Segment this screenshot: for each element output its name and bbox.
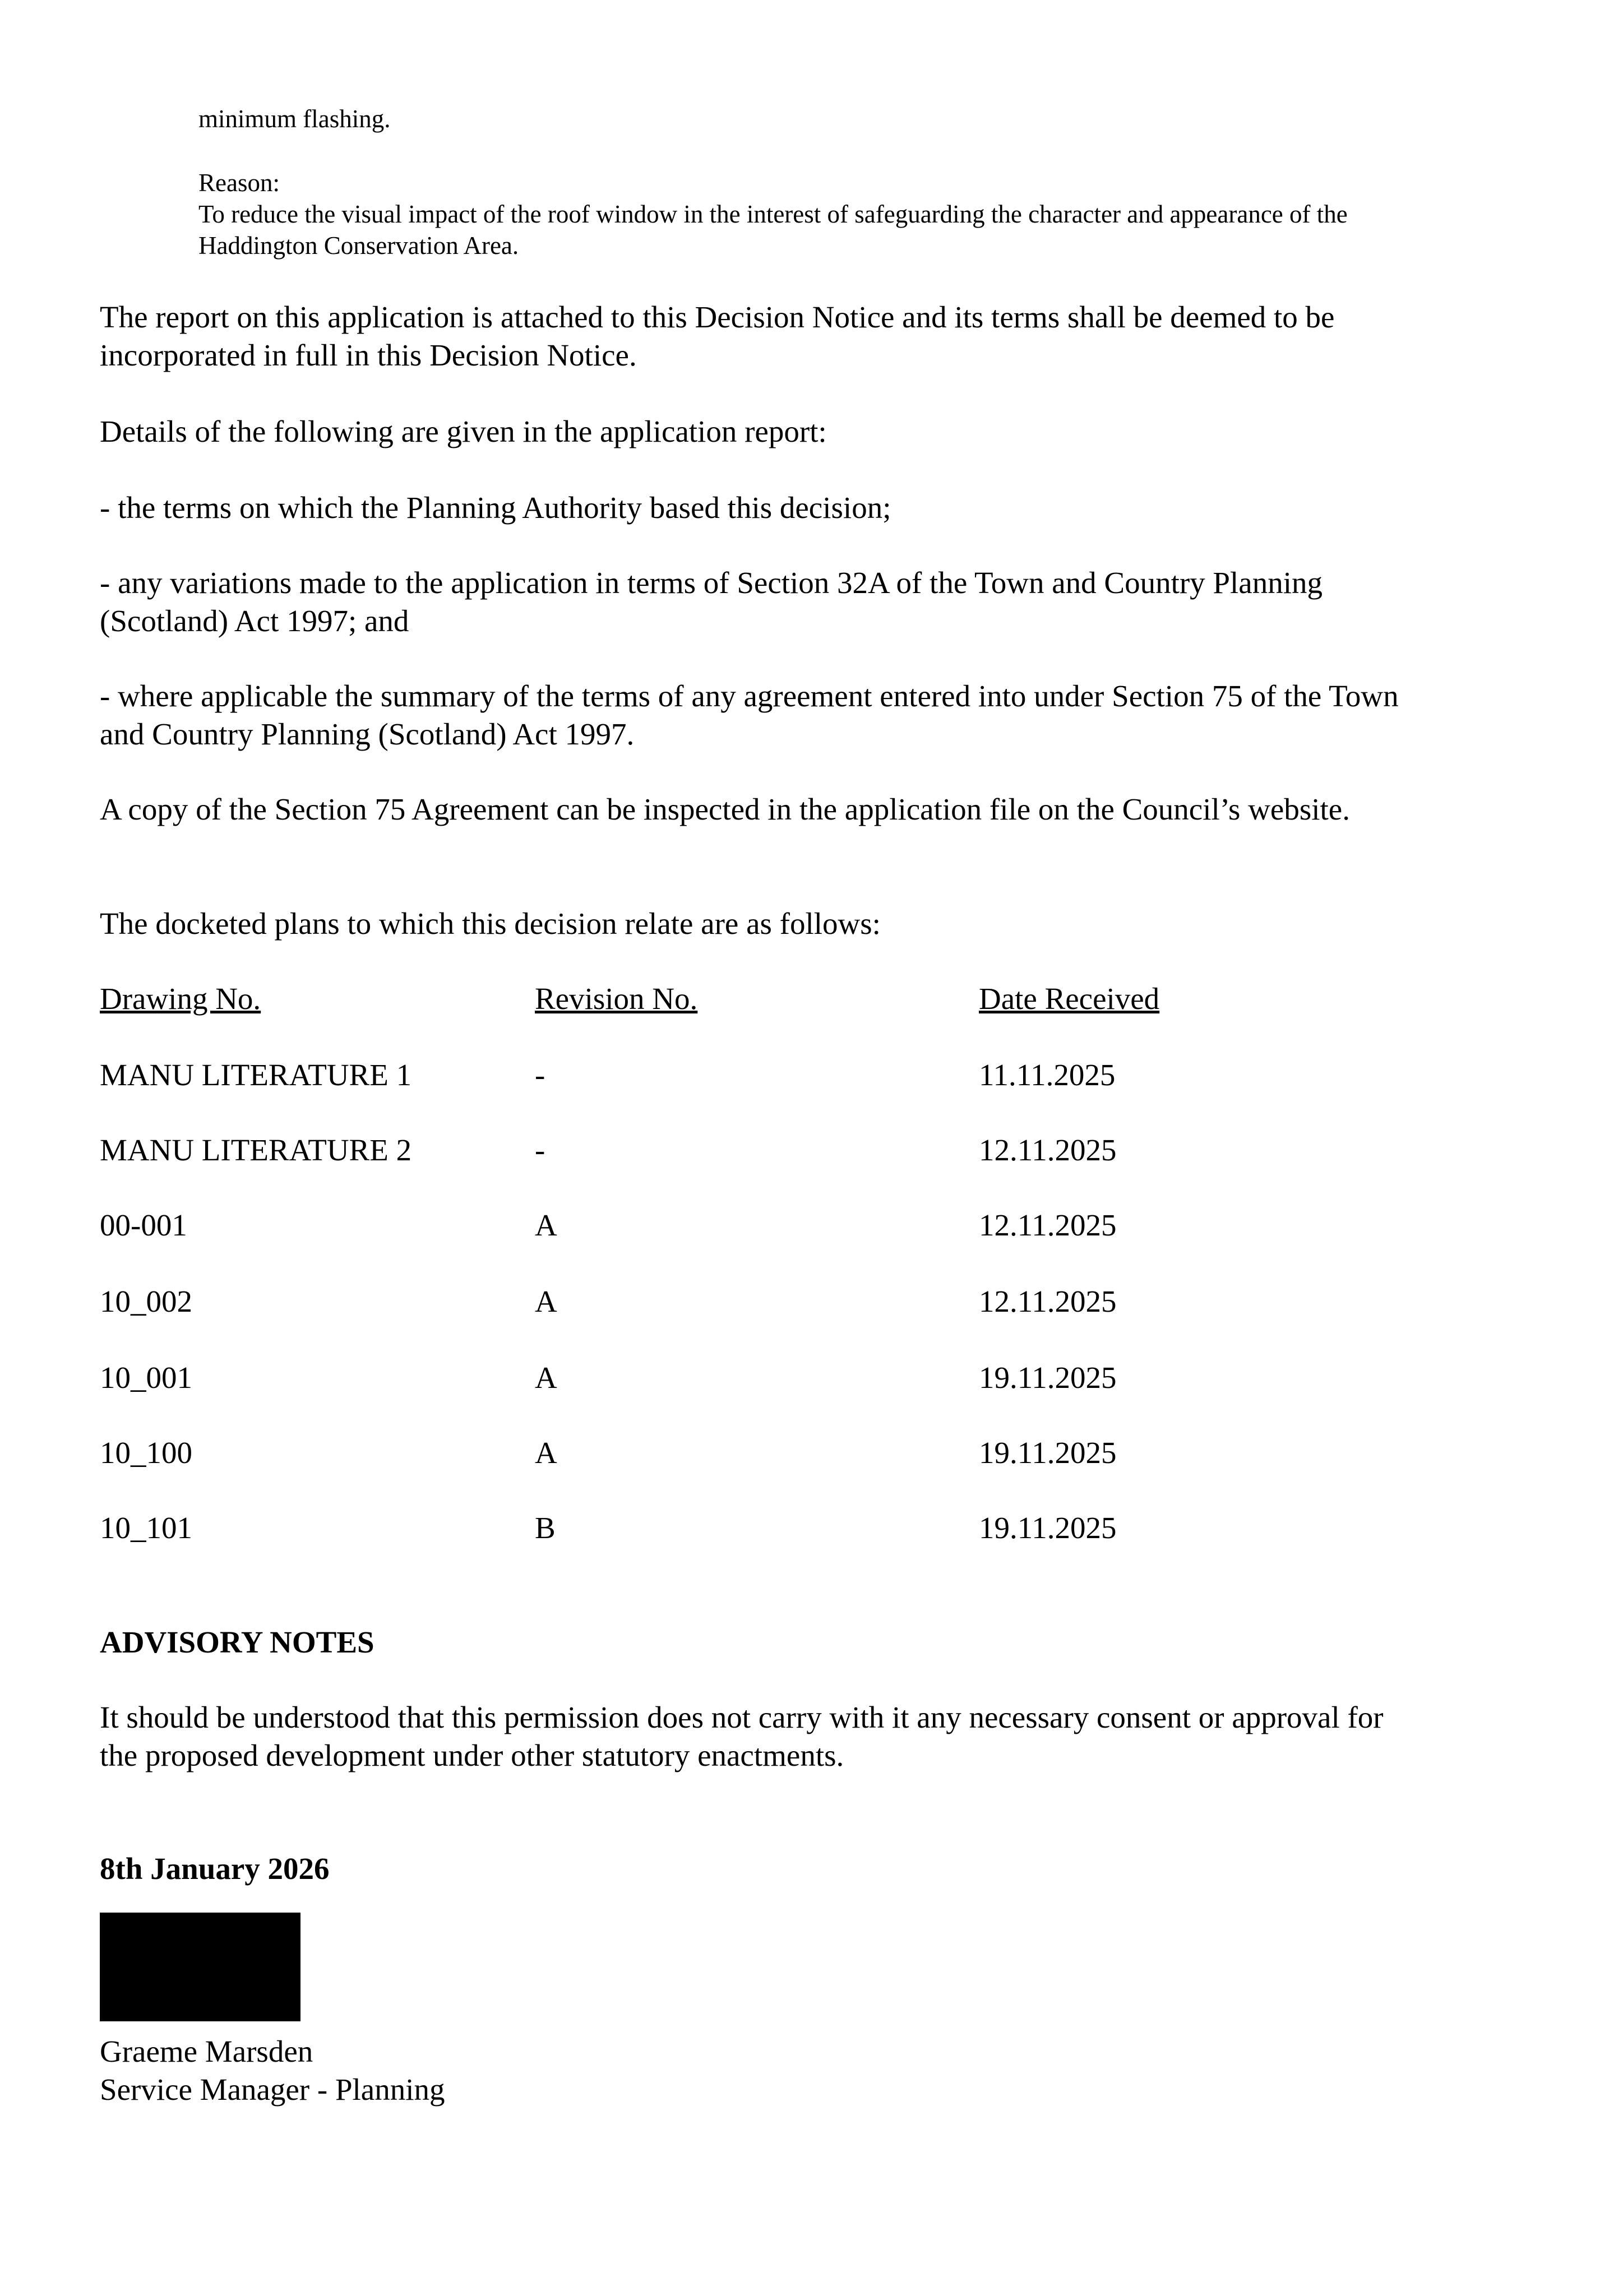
decision-date: 8th January 2026 [100,1851,330,1886]
date-received-cell: 11.11.2025 [979,1058,1116,1092]
date-received-cell: 12.11.2025 [979,1208,1117,1242]
date-received-cell: 12.11.2025 [979,1284,1117,1318]
signatory-name: Graeme Marsden [100,2034,313,2068]
date-received-cell: 12.11.2025 [979,1133,1117,1167]
signatory-title: Service Manager - Planning [100,2072,445,2107]
revision-no-cell: A [535,1436,557,1470]
revision-no-cell: B [535,1511,556,1545]
drawing-no-cell: 00-001 [100,1208,187,1242]
report-attached-paragraph: The report on this application is attached to this Decision Notice and its terms shall be deemed to be incorporated in full in this Decision Notice. [100,300,1335,372]
reason-label: Reason: [198,169,280,197]
details-intro-paragraph: Details of the following are given in the application report: [100,414,827,448]
advisory-notes-heading: ADVISORY NOTES [100,1625,374,1659]
advisory-notes-text: It should be understood that this permission does not carry with it any necessary consent or approval for the proposed development under other statutory enactments. [100,1700,1384,1772]
drawing-no-cell: MANU LITERATURE 2 [100,1133,412,1167]
date-received-cell: 19.11.2025 [979,1511,1117,1545]
revision-no-cell: A [535,1360,557,1395]
revision-no-cell: A [535,1284,557,1318]
drawing-no-cell: 10_101 [100,1511,192,1545]
plans-intro-paragraph: The docketed plans to which this decision relate are as follows: [100,906,881,941]
drawing-no-cell: 10_100 [100,1436,192,1470]
drawing-no-cell: MANU LITERATURE 1 [100,1058,412,1092]
header-revision-no: Revision No. [535,982,698,1016]
section75-copy-paragraph: A copy of the Section 75 Agreement can be inspected in the application file on the Council’s website. [100,792,1350,826]
date-received-cell: 19.11.2025 [979,1360,1117,1395]
drawing-no-cell: 10_001 [100,1360,192,1395]
date-received-cell: 19.11.2025 [979,1436,1117,1470]
bullet-variations: - any variations made to the application in terms of Section 32A of the Town and Country Planning (Scotland) Act 1997; and [100,566,1323,638]
revision-no-cell: - [535,1058,545,1092]
drawing-no-cell: 10_002 [100,1284,192,1318]
condition-continuation: minimum flashing. [198,105,391,133]
header-drawing-no: Drawing No. [100,982,261,1016]
revision-no-cell: A [535,1208,557,1242]
header-date-received: Date Received [979,982,1160,1016]
signature-redaction [100,1913,300,2021]
revision-no-cell: - [535,1133,545,1167]
bullet-agreement: - where applicable the summary of the terms of any agreement entered into under Section 75 of the Town and Country Planning (Scotland) Act 1997. [100,679,1399,751]
bullet-terms: - the terms on which the Planning Authority based this decision; [100,490,891,525]
reason-text: To reduce the visual impact of the roof window in the interest of safeguarding the character and appearance of the Haddington Conservation Area. [198,200,1348,260]
